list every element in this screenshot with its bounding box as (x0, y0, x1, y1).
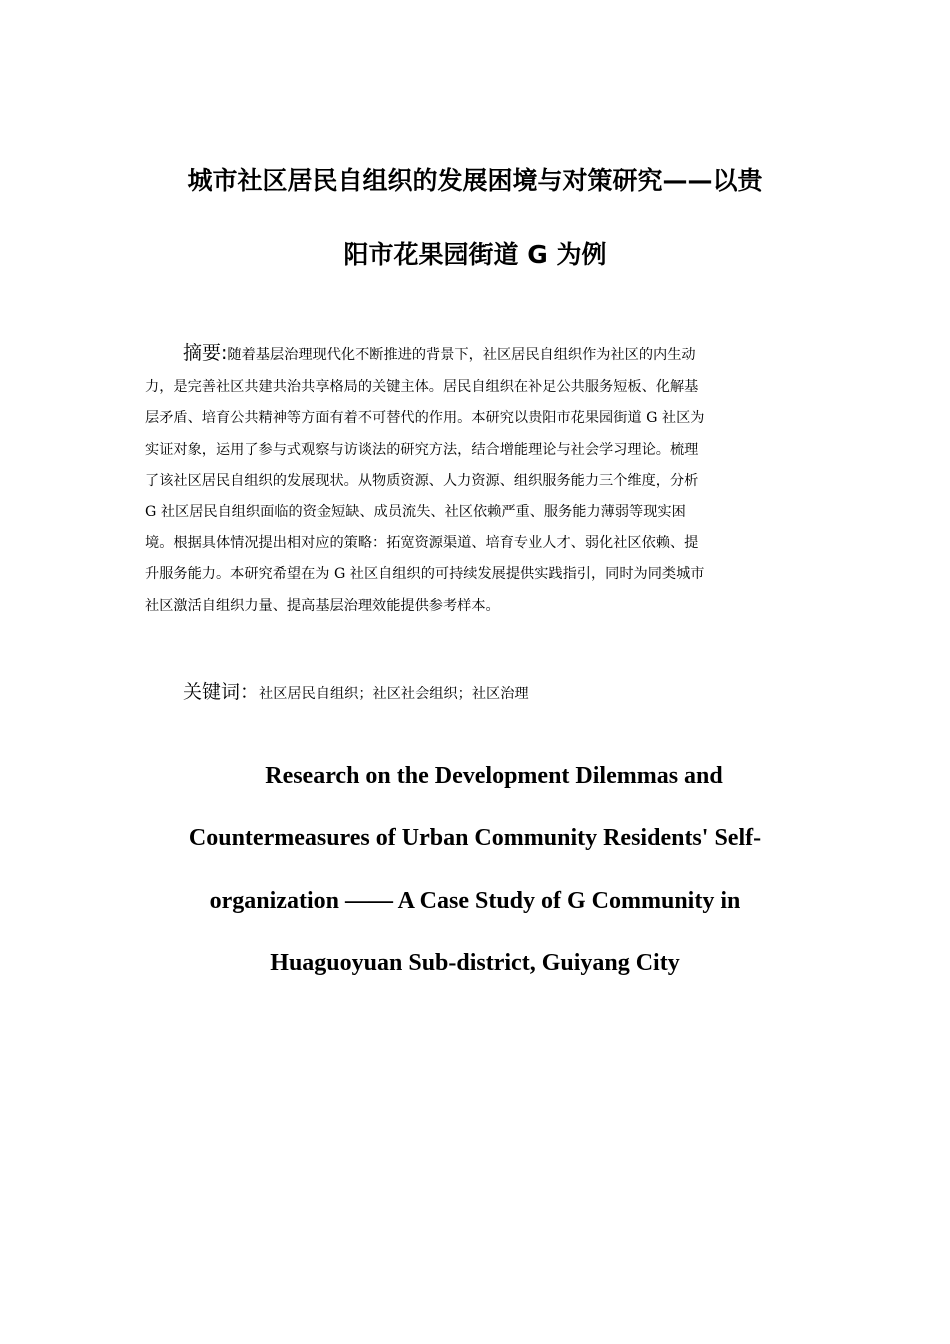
keywords-section (183, 677, 529, 704)
abstract-line: 力，是完善社区共建共治共享格局的关键主体。居民自组织在补足公共服务短板、化解基 (145, 379, 699, 396)
abstract-line: 层矛盾、培育公共精神等方面有着不可替代的作用。本研究以贵阳市花果园街道 G 社区为 (145, 410, 705, 427)
abstract-line: G 社区居民自组织面临的资金短缺、成员流失、社区依赖严重、服务能力薄弱等现实困 (145, 504, 686, 521)
abstract-line: 社区激活自组织力量、提高基层治理效能提供参考样本。 (145, 597, 500, 614)
abstract-line: 实证对象，运用了参与式观察与访谈法的研究方法，结合增能理论与社会学习理论。梳理 (145, 441, 699, 458)
english-title-line-3: organization —— A Case Study of G Community in (209, 888, 741, 914)
abstract-section (145, 338, 805, 622)
abstract-line: 了该社区居民自组织的发展现状。从物质资源、人力资源、组织服务能力三个维度，分析 (145, 472, 699, 489)
english-title-line-1: Research on the Development Dilemmas and (265, 763, 723, 789)
abstract-text: 随着基层治理现代化不断推进的背景下，社区居民自组织作为社区的内生动 (227, 347, 696, 363)
abstract-label: 摘要: (183, 342, 228, 364)
abstract-line (145, 338, 805, 371)
chinese-title-line-1: 城市社区居民自组织的发展困境与对策研究——以贵 (187, 166, 763, 195)
keywords-label: 关键词： (183, 681, 260, 703)
english-title-line-4: Huaguoyuan Sub-district, Guiyang City (270, 950, 680, 976)
chinese-title-line-2: 阳市花果园街道 G 为例 (343, 240, 607, 269)
abstract-line: 境。根据具体情况提出相对应的策略：拓宽资源渠道、培育专业人才、弱化社区依赖、提 (145, 535, 699, 552)
abstract-line: 升服务能力。本研究希望在为 G 社区自组织的可持续发展提供实践指引，同时为同类城市 (145, 566, 705, 583)
english-title-line-2: Countermeasures of Urban Community Residents' Self- (188, 825, 762, 851)
keywords-text: 社区居民自组织；社区社会组织；社区治理 (259, 686, 529, 702)
